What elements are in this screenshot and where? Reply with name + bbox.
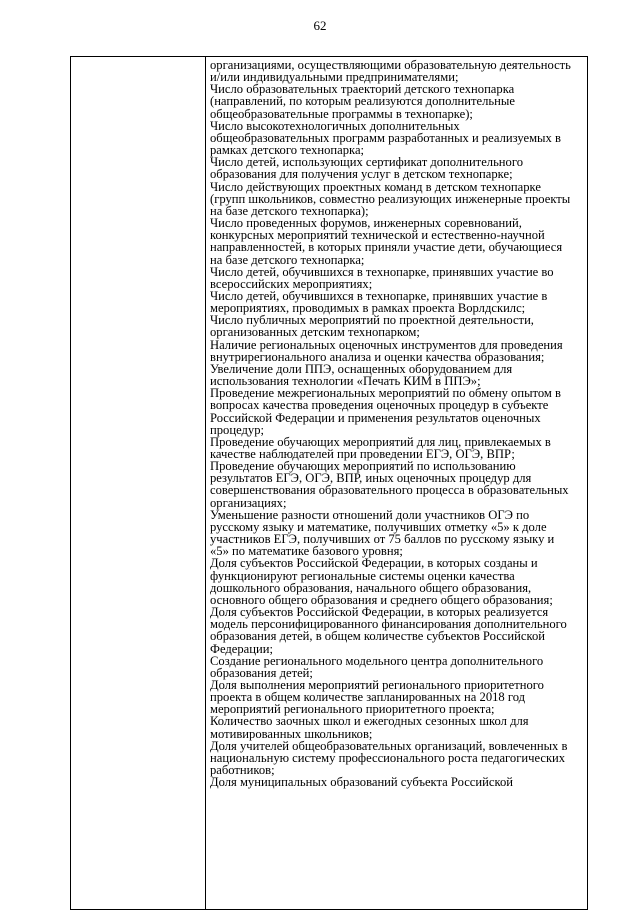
indicator-text-line: русскому языку и математике, получивших отметку «5» к доле <box>210 519 547 534</box>
indicator-text-line: Доля субъектов Российской Федерации, в которых реализуется <box>210 605 549 620</box>
indicator-text-line: Число публичных мероприятий по проектной деятельности, <box>210 313 534 328</box>
indicator-text-line: на базе детского технопарка; <box>210 252 365 267</box>
indicator-text-line: образования для получения услуг в детском технопарке; <box>210 167 513 182</box>
indicator-text-line: общеобразовательных программ разработанных и реализуемых в <box>210 130 561 145</box>
indicator-text-line: мероприятий регионального приоритетного проекта; <box>210 702 495 717</box>
indicator-text-line: вопросах качества проведения оценочных процедур в субъекте <box>210 398 549 413</box>
indicator-text-line: всероссийских мероприятиях; <box>210 276 373 291</box>
indicator-text-line: Число детей, обучившихся в технопарке, принявших участие во <box>210 264 554 279</box>
indicator-text-line: основного общего образования и среднего общего образования; <box>210 592 553 607</box>
indicator-text-line: Доля выполнения мероприятий регионального приоритетного <box>210 677 544 692</box>
indicator-text-line: общеобразовательные программы в технопарке); <box>210 106 473 121</box>
indicator-text-line: организованных детским технопарком; <box>210 325 420 340</box>
indicator-text-line: результатов ЕГЭ, ОГЭ, ВПР, иных оценочных процедур для <box>210 471 532 486</box>
indicator-text-line: и/или индивидуальными предпринимателями; <box>210 70 459 85</box>
indicator-text-cell <box>210 59 581 788</box>
indicator-text-line: функционируют региональные системы оценки качества <box>210 568 515 583</box>
indicator-text-line: модель персонифицированного финансирования дополнительного <box>210 617 567 632</box>
indicator-text-line: процедур; <box>210 422 264 437</box>
indicator-text-line: Число действующих проектных команд в детском технопарке <box>210 179 541 194</box>
indicator-text-line: Количество заочных школ и ежегодных сезонных школ для <box>210 714 529 729</box>
indicator-text-line: Число высокотехнологичных дополнительных <box>210 118 460 133</box>
indicator-text-line: (групп школьников, совместно реализующих инженерные проекты <box>210 191 571 206</box>
indicator-text-line: Проведение межрегиональных мероприятий по обмену опытом в <box>210 386 561 401</box>
indicator-text-line: Российской Федерации и применения результатов оценочных <box>210 410 541 425</box>
indicator-text-line: национальную систему профессионального роста педагогических <box>210 750 566 765</box>
table-column-divider <box>205 57 206 909</box>
indicator-text-line: на базе детского технопарка); <box>210 203 369 218</box>
indicator-text-line: Федерации; <box>210 641 273 656</box>
indicator-text-line: направленностей, в которых приняли участие дети, обучающиеся <box>210 240 563 255</box>
indicator-text-line: Доля субъектов Российской Федерации, в которых созданы и <box>210 556 538 571</box>
indicator-text-line: Уменьшение разности отношений доли участников ОГЭ по <box>210 507 530 522</box>
indicator-text-line: мотивированных школьников; <box>210 726 373 741</box>
indicator-text-line: (направлений, по которым реализуются дополнительные <box>210 94 515 109</box>
indicator-text-line: организациях; <box>210 495 287 510</box>
indicator-text-line: Доля муниципальных образований субъекта Российской <box>210 775 513 790</box>
indicator-text-line: образования детей, в общем количестве субъектов Российской <box>210 629 545 644</box>
indicator-text-line: участников ЕГЭ, получивших от 75 баллов по русскому языку и <box>210 532 555 547</box>
indicator-text-line: Число проведенных форумов, инженерных соревнований, <box>210 216 522 231</box>
indicator-text-line: конкурсных мероприятий технической и естественно-научной <box>210 228 545 243</box>
indicator-text-line: образования детей; <box>210 665 313 680</box>
indicator-text-line: Проведение обучающих мероприятий для лиц, привлекаемых в <box>210 434 551 449</box>
indicator-text-line: «5» по математике базового уровня; <box>210 544 403 559</box>
indicator-text-line: работников; <box>210 763 275 778</box>
indicator-text-line: Наличие региональных оценочных инструментов для проведения <box>210 337 563 352</box>
indicator-text-line: Увеличение доли ППЭ, оснащенных оборудованием для <box>210 361 513 376</box>
indicator-text-line: мероприятиях, проводимых в рамках проекта Ворлдскилс; <box>210 301 526 316</box>
indicator-text-line: внутрирегионального анализа и оценки качества образования; <box>210 349 545 364</box>
indicator-text-line: качестве наблюдателей при проведении ЕГЭ, ОГЭ, ВПР; <box>210 447 515 461</box>
indicator-text-line: Число детей, использующих сертификат дополнительного <box>210 155 523 170</box>
indicator-text-line: Создание регионального модельного центра дополнительного <box>210 653 544 668</box>
page-number: 62 <box>313 18 327 33</box>
indicator-text-line: Число детей, обучившихся в технопарке, принявших участие в <box>210 288 548 303</box>
indicator-table <box>70 56 588 910</box>
indicator-text-line: проекта в общем количестве запланированных на 2018 год <box>210 690 526 705</box>
indicator-text-line: рамках детского технопарка; <box>210 143 365 158</box>
indicator-text-line: организациями, осуществляющими образовательную деятельность <box>210 58 571 72</box>
indicator-text-line: совершенствования образовательного процесса в образовательных <box>210 483 569 498</box>
indicator-text-line: Число образовательных траекторий детского технопарка <box>210 82 515 97</box>
indicator-text-line: использования технологии «Печать КИМ в ППЭ»; <box>210 374 481 389</box>
indicator-text-line: Проведение обучающих мероприятий по использованию <box>210 459 516 474</box>
indicator-text-line: Доля учителей общеобразовательных организаций, вовлеченных в <box>210 738 568 753</box>
indicator-text-line: дошкольного образования, начального общего образования, <box>210 580 532 595</box>
